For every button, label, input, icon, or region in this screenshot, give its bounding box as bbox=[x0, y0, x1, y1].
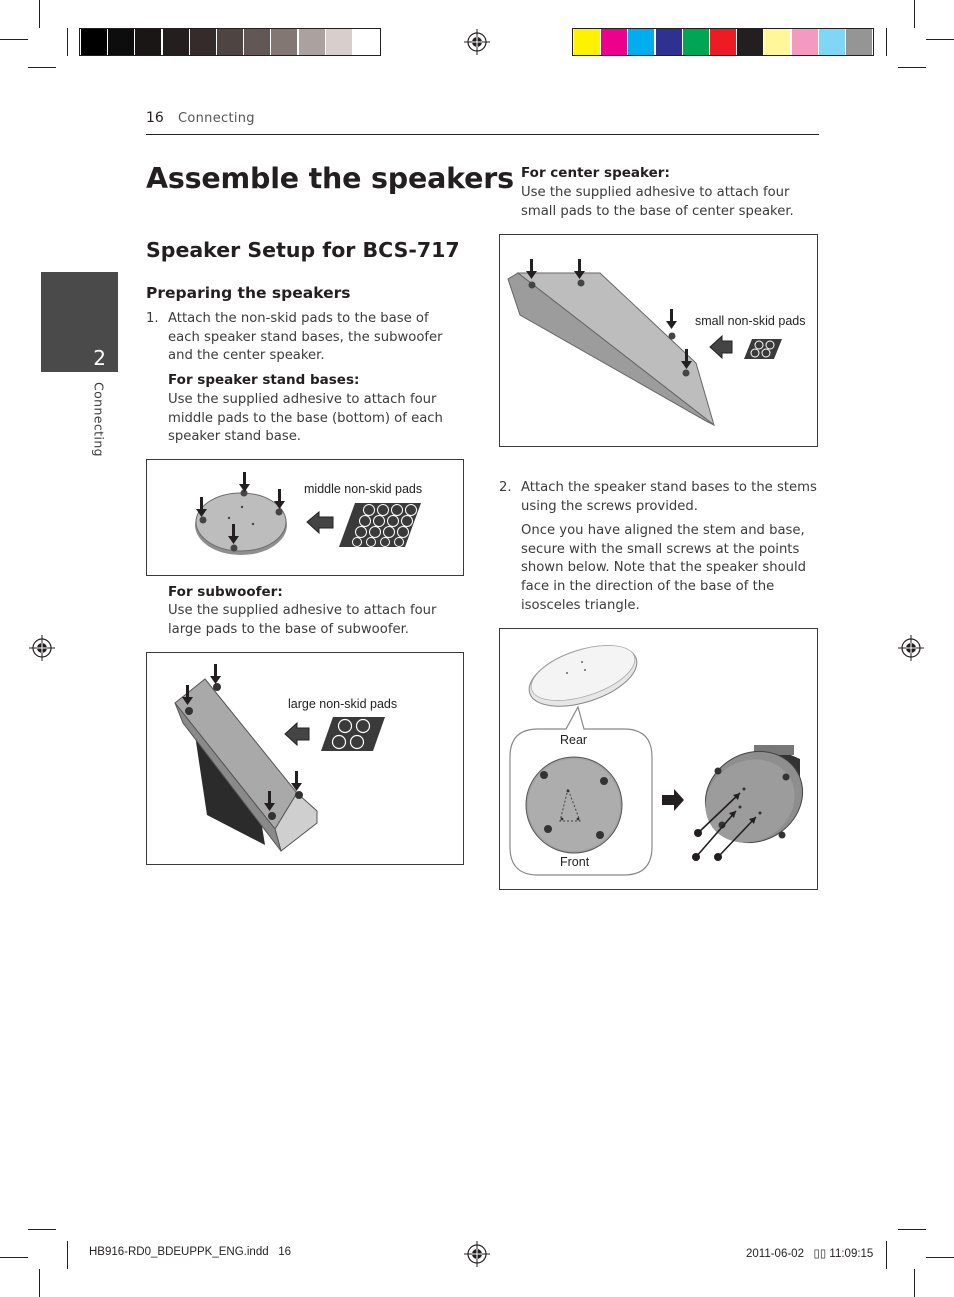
subwoofer-text: Use the supplied adhesive to attach four large pads to the base of subwoofer. bbox=[168, 603, 437, 637]
figure-attach-base bbox=[499, 628, 818, 890]
middle-pads-label: middle non-skid pads bbox=[304, 482, 423, 496]
color-swatch bbox=[353, 29, 379, 55]
color-swatch bbox=[299, 29, 325, 55]
stand-bases-heading: For speaker stand bases: bbox=[168, 372, 360, 388]
color-swatch bbox=[81, 29, 107, 55]
small-pads-label: small non-skid pads bbox=[695, 314, 806, 328]
attach-base-illustration bbox=[500, 629, 817, 889]
section-title: Speaker Setup for BCS-717 bbox=[146, 238, 460, 262]
center-text: Use the supplied adhesive to attach four small pads to the base of center speaker. bbox=[521, 185, 794, 219]
registration-mark-icon bbox=[464, 29, 490, 55]
color-swatch bbox=[163, 29, 189, 55]
subwoofer-heading: For subwoofer: bbox=[168, 584, 283, 600]
subwoofer-illustration bbox=[147, 653, 463, 864]
color-swatch bbox=[683, 29, 709, 55]
center-speaker-illustration bbox=[500, 235, 817, 446]
color-swatch bbox=[601, 29, 627, 55]
figure-stand-base bbox=[146, 459, 464, 576]
color-swatch bbox=[190, 29, 216, 55]
registration-mark-icon bbox=[898, 635, 924, 661]
registration-mark-icon bbox=[464, 1241, 490, 1267]
chapter-tab bbox=[41, 272, 118, 372]
registration-mark-icon bbox=[29, 635, 55, 661]
page-number: 16 bbox=[146, 110, 164, 126]
subsection-title: Preparing the speakers bbox=[146, 284, 351, 302]
step-number: 2. bbox=[499, 480, 512, 495]
large-pads-label: large non-skid pads bbox=[288, 697, 398, 711]
front-label: Front bbox=[560, 855, 590, 869]
color-swatch bbox=[108, 29, 134, 55]
center-heading: For center speaker: bbox=[521, 165, 670, 181]
figure-center-speaker bbox=[499, 234, 818, 447]
page-header bbox=[146, 109, 819, 135]
color-swatch bbox=[271, 29, 297, 55]
color-swatch bbox=[656, 29, 682, 55]
page-title: Assemble the speakers bbox=[146, 162, 514, 195]
color-swatch bbox=[710, 29, 736, 55]
header-section: Connecting bbox=[178, 111, 255, 126]
figure-subwoofer bbox=[146, 652, 464, 865]
color-swatch bbox=[574, 29, 600, 55]
step2-text: Attach the speaker stand bases to the stems using the screws provided. bbox=[521, 480, 817, 514]
color-swatch bbox=[217, 29, 243, 55]
stand-bases-text: Use the supplied adhesive to attach four middle pads to the base (bottom) of each speaker stand base. bbox=[168, 392, 443, 445]
chapter-tab-label: Connecting bbox=[91, 381, 107, 457]
color-swatch bbox=[819, 29, 845, 55]
rear-label: Rear bbox=[560, 733, 588, 747]
color-swatch bbox=[737, 29, 763, 55]
footer-timestamp: 2011-06-02 ▯▯ 11:09:15 bbox=[746, 1248, 874, 1260]
step1-text: Attach the non-skid pads to the base of each speaker stand bases, the subwoofer and the center speaker. bbox=[168, 311, 443, 364]
stand-base-illustration bbox=[147, 460, 463, 575]
color-swatch bbox=[244, 29, 270, 55]
step2-text-2: Once you have aligned the stem and base, secure with the small screws at the points shown below. Note that the speaker should face in the direction of the base of the isosceles triangle. bbox=[521, 523, 807, 613]
color-swatch bbox=[846, 29, 872, 55]
chapter-number: 2 bbox=[93, 346, 106, 370]
footer-file-name: HB916-RD0_BDEUPPK_ENG.indd 16 bbox=[89, 1246, 291, 1258]
color-swatch bbox=[135, 29, 161, 55]
step-number: 1. bbox=[146, 311, 159, 326]
color-swatch bbox=[764, 29, 790, 55]
color-swatch bbox=[326, 29, 352, 55]
color-swatch bbox=[792, 29, 818, 55]
color-swatch bbox=[628, 29, 654, 55]
